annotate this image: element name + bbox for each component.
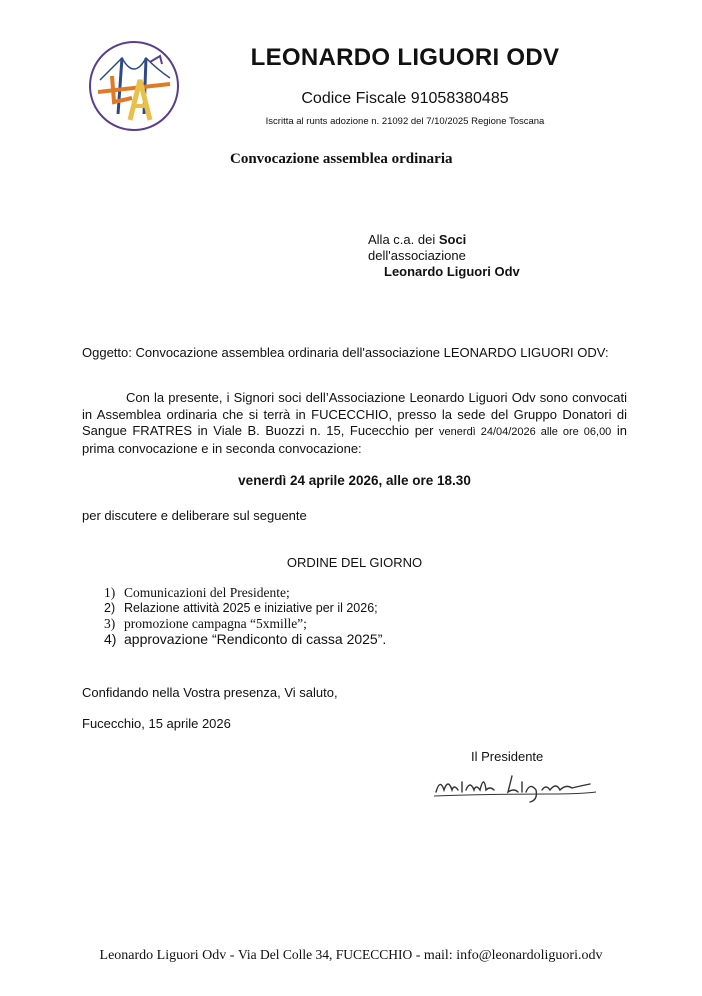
footer: Leonardo Liguori Odv - Via Del Colle 34, FUCECCHIO - mail: info@leonardoliguori.odv [99, 947, 603, 963]
agenda-item: 1) Comunicazioni del Presidente; [104, 585, 290, 600]
agenda-title: ORDINE DEL GIORNO [286, 555, 423, 570]
agenda-list [104, 585, 386, 647]
addressee-block [368, 232, 520, 280]
document-title: Convocazione assemblea ordinaria [230, 151, 453, 167]
handwritten-signature [430, 770, 600, 806]
registration-info: Iscritta al runts adozione n. 21092 del 7/10/2025 Regione Toscana [265, 116, 545, 127]
organization-name: LEONARDO LIGUORI ODV [250, 44, 560, 71]
addressee-line-2: dell'associazione [368, 248, 466, 263]
second-call-datetime: venerdì 24 aprile 2026, alle ore 18.30 [238, 473, 471, 488]
closing-line: Confidando nella Vostra presenza, Vi saluto, [82, 685, 338, 700]
subject-line: Oggetto: Convocazione assemblea ordinaria dell'associazione LEONARDO LIGUORI ODV: [82, 345, 609, 360]
discuss-line: per discutere e deliberare sul seguente [82, 508, 307, 523]
body-paragraph: Con la presente, i Signori soci dell’Associazione Leonardo Liguori Odv sono convocati in Assemblea ordinaria che si terrà in FUCECCHIO, presso la sede del Gruppo Donatori di Sangue FRATRES in Viale B. Buozzi n. 15, Fucecchio per venerdì 24/04/2026 alle ore 06,00 in prima convocazione e in seconda convocazione: [82, 390, 627, 456]
agenda-item: 3) promozione campagna “5xmille”; [104, 616, 307, 631]
signature-title: Il Presidente [471, 749, 544, 764]
agenda-item: 4) approvazione “Rendiconto di cassa 2025”. [104, 630, 387, 647]
addressee-line-3: Leonardo Liguori Odv [384, 264, 520, 279]
addressee-soci: Soci [438, 232, 467, 247]
place-date: Fucecchio, 15 aprile 2026 [82, 716, 231, 731]
association-logo [88, 40, 180, 132]
addressee-line-1: Alla c.a. dei Soci [368, 232, 467, 247]
codice-fiscale: Codice Fiscale 91058380485 [301, 90, 509, 107]
agenda-item: 2) Relazione attività 2025 e iniziative per il 2026; [104, 600, 378, 615]
first-call-datetime: venerdì 24/04/2026 alle ore 06,00 [439, 426, 612, 438]
